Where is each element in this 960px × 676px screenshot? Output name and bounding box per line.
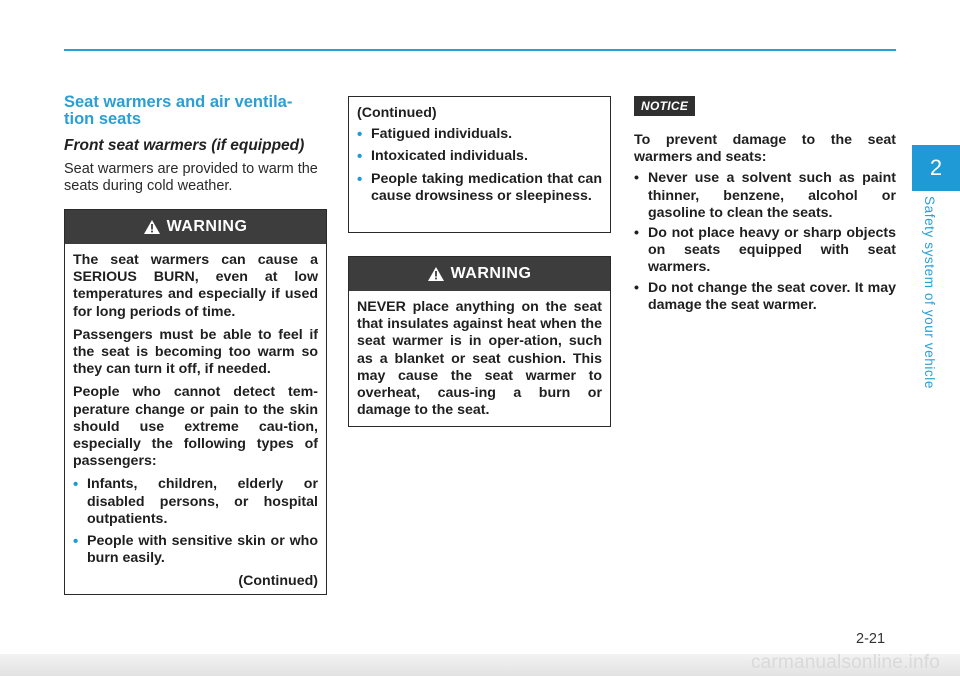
warning-header	[349, 257, 610, 291]
section-title-line-2: tion seats	[64, 110, 142, 128]
warning-heading: WARNING	[450, 265, 532, 282]
continued-box	[348, 96, 611, 233]
warning-paragraph: Passengers must be able to feel if the seat is becoming too warm so they can turn it off, if needed.	[73, 326, 318, 378]
watermark: carmanualsonline.info	[750, 652, 940, 673]
column-3	[634, 96, 896, 317]
warning-body	[349, 291, 610, 435]
chapter-number: 2	[929, 155, 943, 180]
list-item: • Do not place heavy or sharp objects on seats equipped with seat warmers.	[634, 225, 896, 277]
section-title-line-1: Seat warmers and air ventila-	[64, 93, 293, 111]
list-item: • Do not change the seat cover. It may damage the seat warmer.	[634, 280, 896, 314]
warning-box-2	[348, 256, 611, 427]
chapter-label: Safety system of your vehicle	[922, 196, 937, 389]
warning-triangle-icon	[144, 220, 160, 234]
continued-label: (Continued)	[357, 105, 437, 121]
list-item: • Intoxicated individuals.	[357, 148, 602, 165]
continued-body	[349, 97, 610, 221]
notice-intro: To prevent damage to the seat warmers and seats:	[634, 132, 896, 166]
intro-text: Seat warmers are provided to warm the seats during cold weather.	[64, 161, 318, 194]
continued-label: (Continued)	[238, 573, 318, 590]
top-rule	[64, 49, 896, 51]
notice-label: NOTICE	[634, 96, 695, 116]
warning-header	[65, 210, 326, 244]
warning-paragraph: The seat warmers can cause a SERIOUS BURN, even at low temperatures and especially if used for long periods of time.	[73, 252, 318, 320]
list-item: • People with sensitive skin or who burn easily.	[73, 533, 318, 567]
warning-body	[65, 244, 326, 607]
warning-paragraph: People who cannot detect tem-perature change or pain to the skin should use extreme cau-tion, especially the following types of passengers:	[73, 384, 318, 470]
chapter-tab	[912, 145, 960, 191]
column-1	[64, 94, 327, 595]
subsection-title: Front seat warmers (if equipped)	[64, 137, 305, 154]
warning-bullet-list	[73, 476, 318, 567]
section-title	[64, 94, 327, 128]
list-item: • People taking medication that can cause drowsiness or sleepiness.	[357, 171, 602, 205]
warning-heading: WARNING	[166, 218, 248, 235]
list-item: • Never use a solvent such as paint thinner, benzene, alcohol or gasoline to clean the seats.	[634, 170, 896, 222]
notice-list	[634, 170, 896, 314]
column-2	[348, 96, 611, 427]
warning-paragraph: NEVER place anything on the seat that insulates against heat when the seat warmer is in oper-ation, such as a blanket or seat cushion. This may cause the seat warmer to overheat, caus-ing a burn or damage to the seat.	[357, 299, 602, 419]
list-item: • Fatigued individuals.	[357, 126, 602, 143]
warning-triangle-icon	[428, 267, 444, 281]
continued-bullet-list	[357, 126, 602, 205]
page-number: 2-21	[856, 631, 886, 647]
warning-box-1	[64, 209, 327, 595]
list-item: • Infants, children, elderly or disabled persons, or hospital outpatients.	[73, 476, 318, 528]
